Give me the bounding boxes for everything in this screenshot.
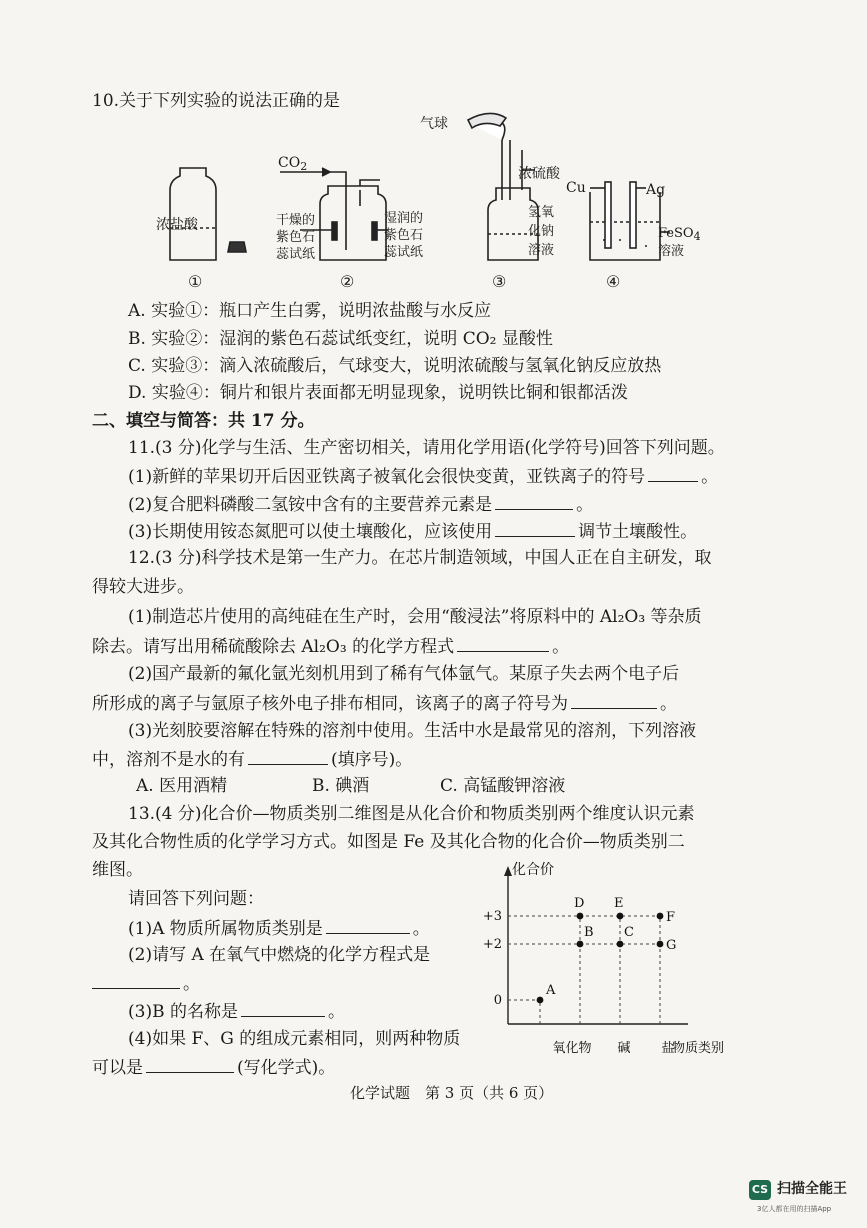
data-point-label-e: E bbox=[614, 896, 624, 911]
y-tick-label: +3 bbox=[482, 909, 502, 924]
data-point-e bbox=[617, 913, 624, 920]
scanner-logo-icon: CS bbox=[749, 1180, 771, 1200]
page-footer: 化学试题 第 3 页（共 6 页） bbox=[350, 1084, 554, 1102]
q13-part-2-answer: 。 bbox=[92, 972, 200, 995]
data-point-label-a: A bbox=[546, 983, 556, 998]
question-13-stem-3: 维图。 bbox=[92, 860, 143, 880]
data-point-a bbox=[537, 997, 544, 1004]
label-naoh-3: 溶液 bbox=[528, 243, 555, 258]
label-wet-litmus-2: 紫色石 bbox=[384, 228, 424, 243]
x-axis-label: 物质类别 bbox=[671, 1041, 725, 1056]
beaker-4 bbox=[590, 192, 660, 260]
valence-class-chart bbox=[470, 856, 760, 1056]
label-naoh-2: 化钠 bbox=[528, 224, 555, 239]
question-13-stem-2: 及其化合物性质的化学学习方式。如图是 Fe 及其化合物的化合价—物质类别二 bbox=[92, 832, 685, 852]
wet-litmus-strip bbox=[372, 222, 377, 240]
q12-blank-3[interactable] bbox=[248, 748, 328, 765]
q12-blank-2[interactable] bbox=[571, 692, 657, 709]
q12-part-2a: (2)国产最新的氟化氩光刻机用到了稀有气体氩气。某原子失去两个电子后 bbox=[128, 664, 680, 684]
q11-blank-1[interactable] bbox=[648, 465, 698, 482]
q13-blank-1[interactable] bbox=[326, 917, 410, 934]
data-point-label-g: G bbox=[666, 938, 677, 953]
data-point-b bbox=[577, 941, 584, 948]
question-12-stem-cont: 得较大进步。 bbox=[92, 577, 194, 597]
bottle-stopper bbox=[228, 242, 246, 252]
data-point-label-f: F bbox=[666, 910, 676, 925]
figure-number-4: ④ bbox=[606, 272, 621, 291]
data-point-label-c: C bbox=[624, 925, 634, 940]
y-tick-label: +2 bbox=[482, 937, 502, 952]
q12-part-2b: 所形成的离子与氩原子核外电子排布相同，该离子的离子符号为 。 bbox=[92, 694, 677, 714]
q13-part-3: (3)B 的名称是 。 bbox=[128, 1002, 345, 1022]
label-dry-litmus-1: 干燥的 bbox=[276, 213, 316, 228]
question-10-stem: 10.关于下列实验的说法正确的是 bbox=[92, 91, 341, 111]
q10-option-d: D. 实验④：铜片和银片表面都无明显现象，说明铁比铜和银都活泼 bbox=[128, 383, 628, 403]
reagent-bottle-1 bbox=[170, 168, 216, 260]
q12-part-1b: 除去。请写出用稀硫酸除去 Al₂O₃ 的化学方程式 。 bbox=[92, 637, 570, 657]
x-category-label: 盐 bbox=[661, 1041, 675, 1056]
label-wet-litmus-1: 湿润的 bbox=[384, 211, 424, 226]
dry-litmus-strip bbox=[332, 222, 337, 240]
question-13-stem: 13.(4 分)化合价—物质类别二维图是从化合价和物质类别两个维度认识元素 bbox=[128, 804, 695, 824]
q12-option-c: C. 高锰酸钾溶液 bbox=[440, 776, 566, 796]
q12-part-3a: (3)光刻胶要溶解在特殊的溶剂中使用。生活中水是最常见的溶剂，下列溶液 bbox=[128, 721, 697, 741]
q13-part-4b: 可以是 (写化学式)。 bbox=[92, 1058, 336, 1078]
question-12-stem: 12.(3 分)科学技术是第一生产力。在芯片制造领域，中国人正在自主研发，取 bbox=[128, 548, 712, 568]
x-category-label: 碱 bbox=[617, 1041, 631, 1056]
label-cu: Cu bbox=[566, 180, 586, 196]
label-co2: $CO_2$ bbox=[278, 155, 308, 173]
label-solution: 溶液 bbox=[658, 244, 685, 259]
label-wet-litmus-3: 蕊试纸 bbox=[384, 245, 424, 260]
figure-number-2: ② bbox=[340, 272, 355, 291]
label-naoh-1: 氢氧 bbox=[528, 205, 555, 220]
q12-part-1a: (1)制造芯片使用的高纯硅在生产时，会用“酸浸法”将原料中的 Al₂O₃ 等杂质 bbox=[128, 607, 702, 627]
cu-plate bbox=[605, 182, 611, 248]
section-2-heading: 二、填空与简答：共 17 分。 bbox=[92, 411, 315, 431]
data-point-g bbox=[657, 941, 664, 948]
label-feso4: FeSO$_4$ bbox=[658, 226, 701, 243]
label-dry-litmus-3: 蕊试纸 bbox=[276, 247, 316, 262]
q11-part-1: (1)新鲜的苹果切开后因亚铁离子被氧化会很快变黄，亚铁离子的符号 。 bbox=[128, 467, 719, 487]
q13-part-2: (2)请写 A 在氧气中燃烧的化学方程式是 bbox=[128, 945, 431, 965]
scanner-logo bbox=[749, 1178, 859, 1218]
q12-option-a: A. 医用酒精 bbox=[136, 776, 228, 796]
q10-apparatus-figure bbox=[150, 110, 710, 300]
q13-blank-3[interactable] bbox=[241, 1000, 325, 1017]
data-point-d bbox=[577, 913, 584, 920]
label-ag: Ag bbox=[646, 182, 666, 198]
q11-part-2: (2)复合肥料磷酸二氢铵中含有的主要营养元素是 。 bbox=[128, 495, 594, 515]
ag-plate bbox=[630, 182, 636, 248]
label-concentrated-h2so4: 浓硫酸 bbox=[518, 166, 560, 182]
q11-part-3: (3)长期使用铵态氮肥可以使土壤酸化，应该使用 调节土壤酸性。 bbox=[128, 522, 698, 542]
label-balloon: 气球 bbox=[420, 116, 448, 132]
data-point-c bbox=[617, 941, 624, 948]
q13-ask: 请回答下列问题： bbox=[128, 889, 264, 909]
y-axis-arrow bbox=[504, 866, 512, 876]
label-concentrated-hcl: 浓盐酸 bbox=[156, 217, 198, 233]
data-point-f bbox=[657, 913, 664, 920]
q12-part-3b: 中，溶剂不是水的有 (填序号)。 bbox=[92, 750, 413, 770]
q12-option-b: B. 碘酒 bbox=[312, 776, 370, 796]
q10-option-b: B. 实验②：湿润的紫色石蕊试纸变红，说明 CO₂ 显酸性 bbox=[128, 329, 553, 349]
q11-blank-2[interactable] bbox=[495, 493, 573, 510]
x-category-label: 氧化物 bbox=[552, 1041, 592, 1056]
q13-blank-2[interactable] bbox=[92, 972, 180, 989]
scanner-logo-tagline: 3亿人都在用的扫描App bbox=[757, 1205, 832, 1213]
y-axis-label: 化合价 bbox=[512, 862, 554, 878]
q13-blank-4[interactable] bbox=[146, 1056, 234, 1073]
y-tick-label: 0 bbox=[493, 993, 502, 1008]
q10-option-a: A. 实验①：瓶口产生白雾，说明浓盐酸与水反应 bbox=[128, 301, 492, 321]
figure-number-3: ③ bbox=[492, 272, 507, 291]
q12-blank-1[interactable] bbox=[457, 635, 549, 652]
q13-part-1: (1)A 物质所属物质类别是 。 bbox=[128, 919, 430, 939]
q13-part-4a: (4)如果 F、G 的组成元素相同，则两种物质 bbox=[128, 1029, 461, 1049]
q10-option-c: C. 实验③：滴入浓硫酸后，气球变大，说明浓硫酸与氢氧化钠反应放热 bbox=[128, 356, 662, 376]
data-point-label-b: B bbox=[584, 925, 594, 940]
q11-blank-3[interactable] bbox=[495, 520, 575, 537]
data-point-label-d: D bbox=[574, 896, 585, 911]
label-dry-litmus-2: 紫色石 bbox=[276, 230, 316, 245]
figure-number-1: ① bbox=[188, 272, 203, 291]
question-11-stem: 11.(3 分)化学与生活、生产密切相关，请用化学用语(化学符号)回答下列问题。 bbox=[128, 438, 725, 458]
scanner-logo-name: 扫描全能王 bbox=[777, 1181, 847, 1197]
